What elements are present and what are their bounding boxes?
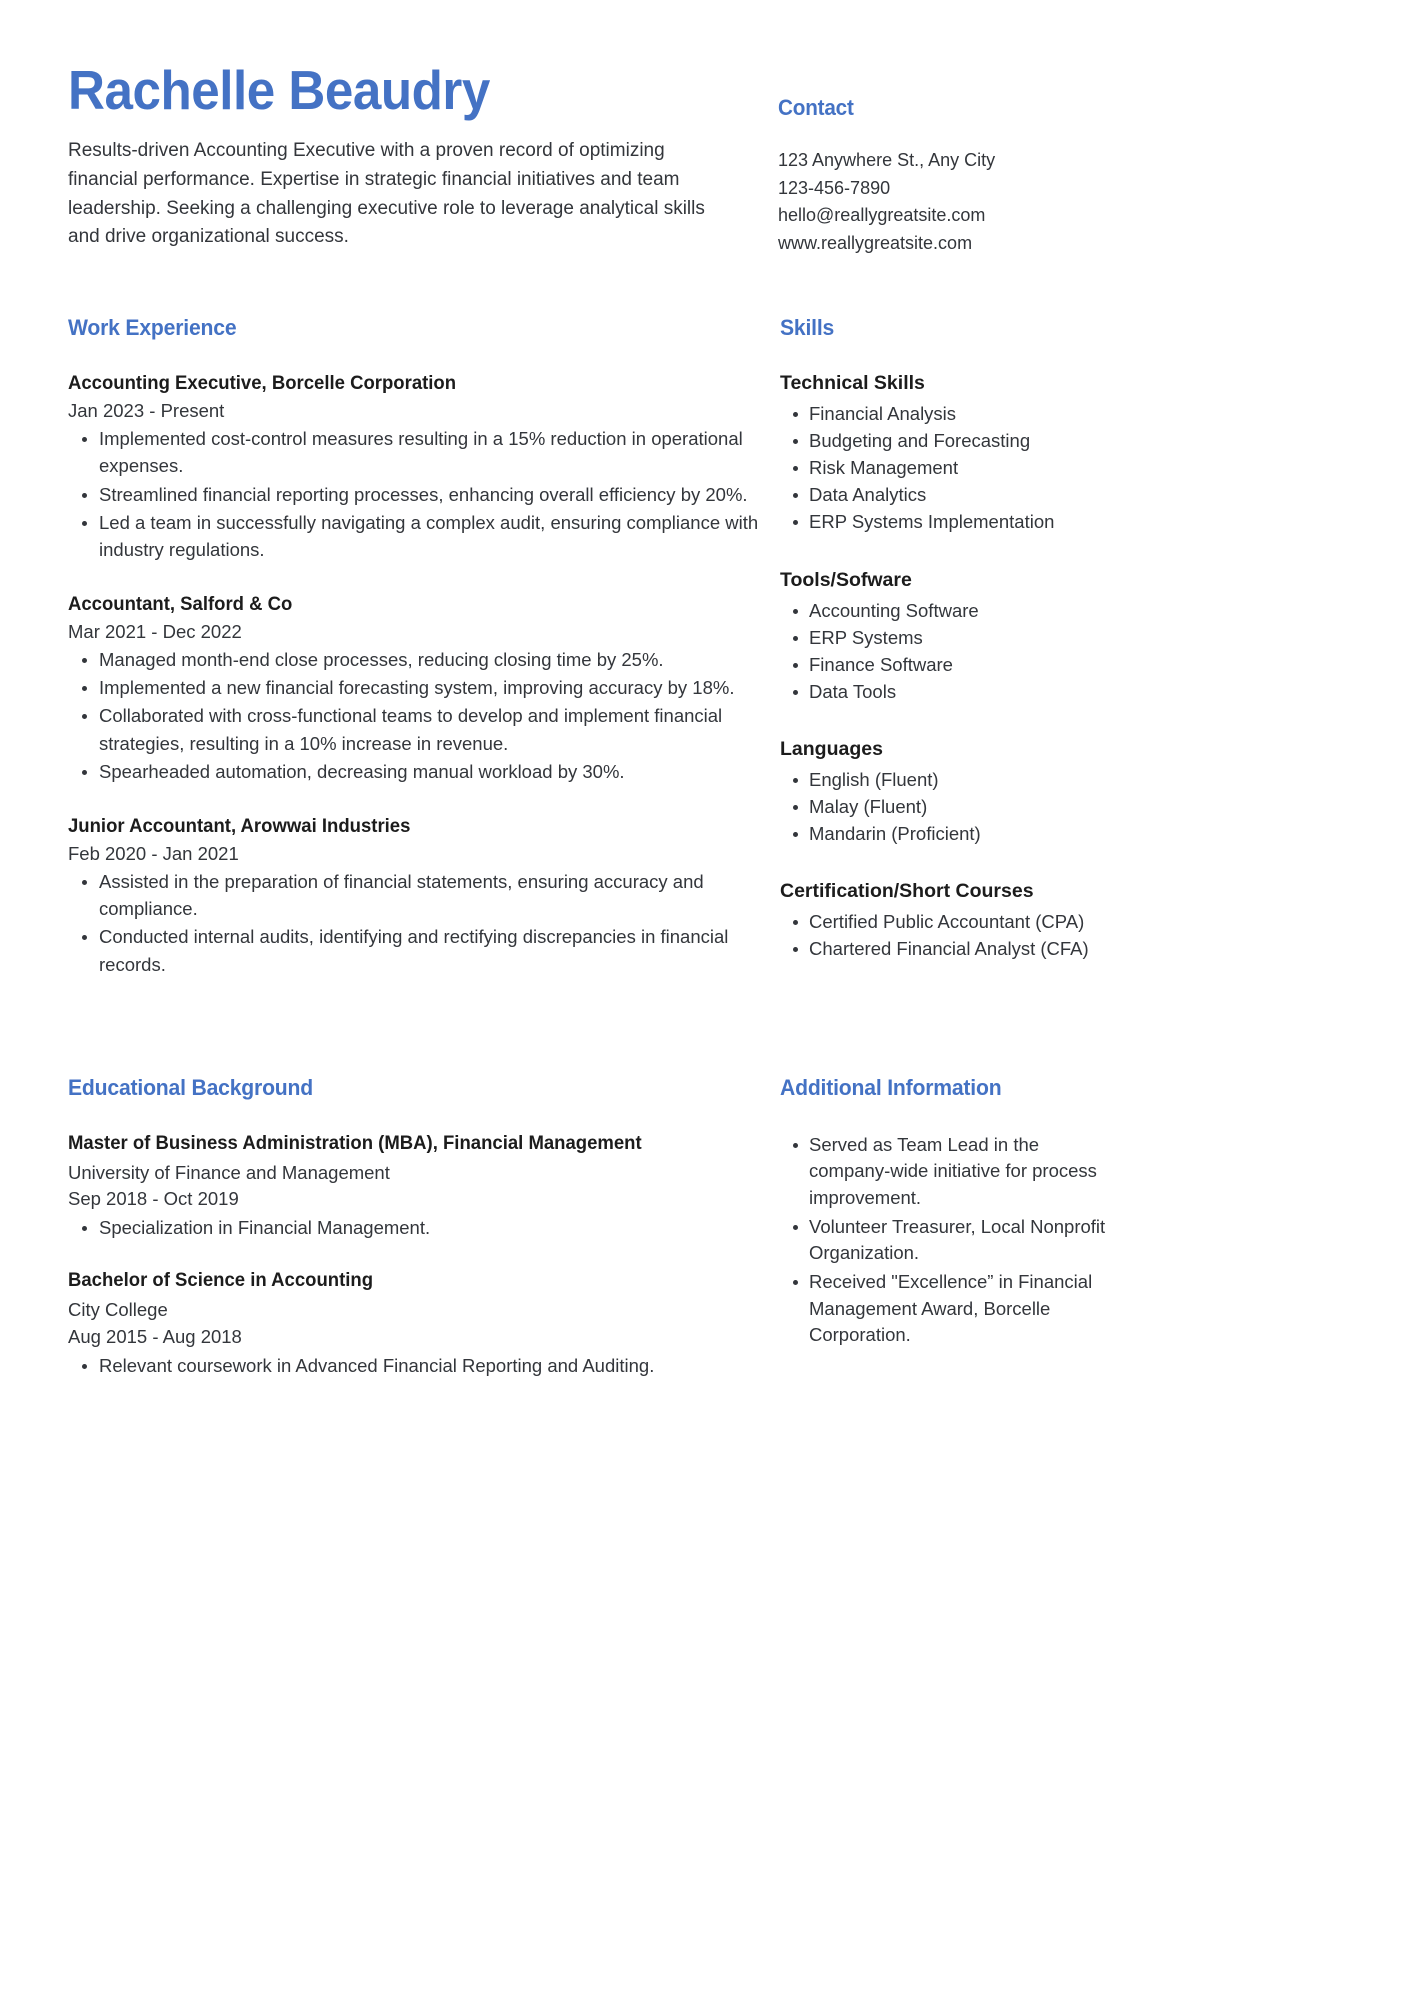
education-section [68,1075,768,1380]
skills-group-items [780,909,1120,962]
list-item: Implemented a new financial forecasting system, improving accuracy by 18%. [68,674,768,701]
education-dates: Aug 2015 - Aug 2018 [68,1325,242,1347]
list-item: Served as Team Lead in the company-wide initiative for process improvement. [780,1132,1120,1212]
education-list [68,1132,768,1379]
list-item: Received "Excellence” in Financial Management Award, Borcelle Corporation. [780,1269,1120,1349]
education-degree: Bachelor of Science in Accounting [68,1269,374,1292]
header [68,59,1344,257]
job-title: Accounting Executive, Borcelle Corporation [68,372,457,395]
list-item: Risk Management [780,455,1120,481]
list-item: Certified Public Accountant (CPA) [780,909,1120,935]
contact-email[interactable]: hello@reallygreatsite.com [778,205,986,226]
job-bullets [68,868,768,978]
skills-group-items [780,401,1120,535]
skills-group [780,738,1120,847]
list-item: Relevant coursework in Advanced Financial Reporting and Auditing. [68,1352,768,1379]
skills-group [780,372,1120,535]
education-dates: Sep 2018 - Oct 2019 [68,1188,239,1210]
list-item: Managed month-end close processes, reducing closing time by 25%. [68,646,768,673]
additional-information-list [780,1132,1120,1349]
skills-group-items [780,767,1120,847]
education-item [68,1269,768,1379]
work-experience-item [68,815,768,978]
work-experience-title: Work Experience [68,315,237,341]
skills-group [780,880,1120,962]
lower-columns [68,1075,1344,1380]
education-degree: Master of Business Administration (MBA), Financial Management [68,1131,642,1154]
education-item [68,1132,768,1242]
job-bullets [68,425,768,563]
job-title: Accountant, Salford & Co [68,593,293,616]
skills-group-title: Technical Skills [780,372,925,395]
skills-group [780,569,1120,705]
skills-title: Skills [780,315,835,341]
list-item: Financial Analysis [780,401,1120,427]
list-item: Budgeting and Forecasting [780,428,1120,454]
contact-address: 123 Anywhere St., Any City [778,150,996,170]
contact-website[interactable]: www.reallygreatsite.com [778,232,973,253]
list-item: Streamlined financial reporting processes, enhancing overall efficiency by 20%. [68,481,768,508]
education-school: University of Finance and Management [68,1161,390,1183]
skills-group-items [780,598,1120,705]
list-item: Led a team in successfully navigating a complex audit, ensuring compliance with industry regulations. [68,509,768,563]
list-item: Spearheaded automation, decreasing manual workload by 30%. [68,758,768,785]
professional-summary: Results-driven Accounting Executive with a proven record of optimizing financial performance. Expertise in strategic financial initiatives and team leadership. Seeking a challenging executive role to leverage analytical skills and drive organizational success. [68,139,705,248]
contact-section-title: Contact [778,95,854,120]
list-item: Accounting Software [780,598,1120,624]
list-item: Volunteer Treasurer, Local Nonprofit Organization. [780,1214,1120,1267]
list-item: Chartered Financial Analyst (CFA) [780,936,1120,962]
list-item: Data Tools [780,679,1120,705]
contact-section [778,62,1108,257]
additional-information-title: Additional Information [780,1074,1002,1100]
list-item: Assisted in the preparation of financial statements, ensuring accuracy and compliance. [68,868,768,922]
additional-information-section [780,1075,1120,1380]
list-item: English (Fluent) [780,767,1120,793]
skills-groups [780,372,1120,962]
job-bullets [68,646,768,785]
header-identity [68,59,768,252]
job-dates: Mar 2021 - Dec 2022 [68,621,242,643]
list-item: Conducted internal audits, identifying and rectifying discrepancies in financial records. [68,923,768,977]
upper-columns [68,315,1344,979]
skills-group-title: Languages [780,737,883,760]
list-item: Collaborated with cross-functional teams to develop and implement financial strategies, resulting in a 10% increase in revenue. [68,702,768,756]
job-dates: Feb 2020 - Jan 2021 [68,843,239,864]
list-item: ERP Systems Implementation [780,509,1120,535]
work-experience-list [68,372,768,978]
list-item: Finance Software [780,652,1120,678]
list-item: Implemented cost-control measures resulting in a 15% reduction in operational expenses. [68,425,768,479]
education-bullets [68,1352,768,1379]
education-school: City College [68,1299,168,1321]
skills-section [780,315,1120,979]
education-title: Educational Background [68,1074,314,1100]
work-experience-item [68,372,768,563]
work-experience-item [68,593,768,785]
list-item: Mandarin (Proficient) [780,821,1120,847]
candidate-name: Rachelle Beaudry [68,59,490,121]
skills-group-title: Certification/Short Courses [780,880,1034,903]
list-item: Specialization in Financial Management. [68,1214,768,1241]
skills-group-title: Tools/Sofware [780,568,912,591]
job-dates: Jan 2023 - Present [68,400,225,422]
list-item: Malay (Fluent) [780,794,1120,820]
list-item: ERP Systems [780,625,1120,651]
work-experience-section [68,315,768,979]
list-item: Data Analytics [780,482,1120,508]
contact-phone: 123-456-7890 [778,177,891,198]
job-title: Junior Accountant, Arowwai Industries [68,815,411,837]
education-bullets [68,1214,768,1241]
